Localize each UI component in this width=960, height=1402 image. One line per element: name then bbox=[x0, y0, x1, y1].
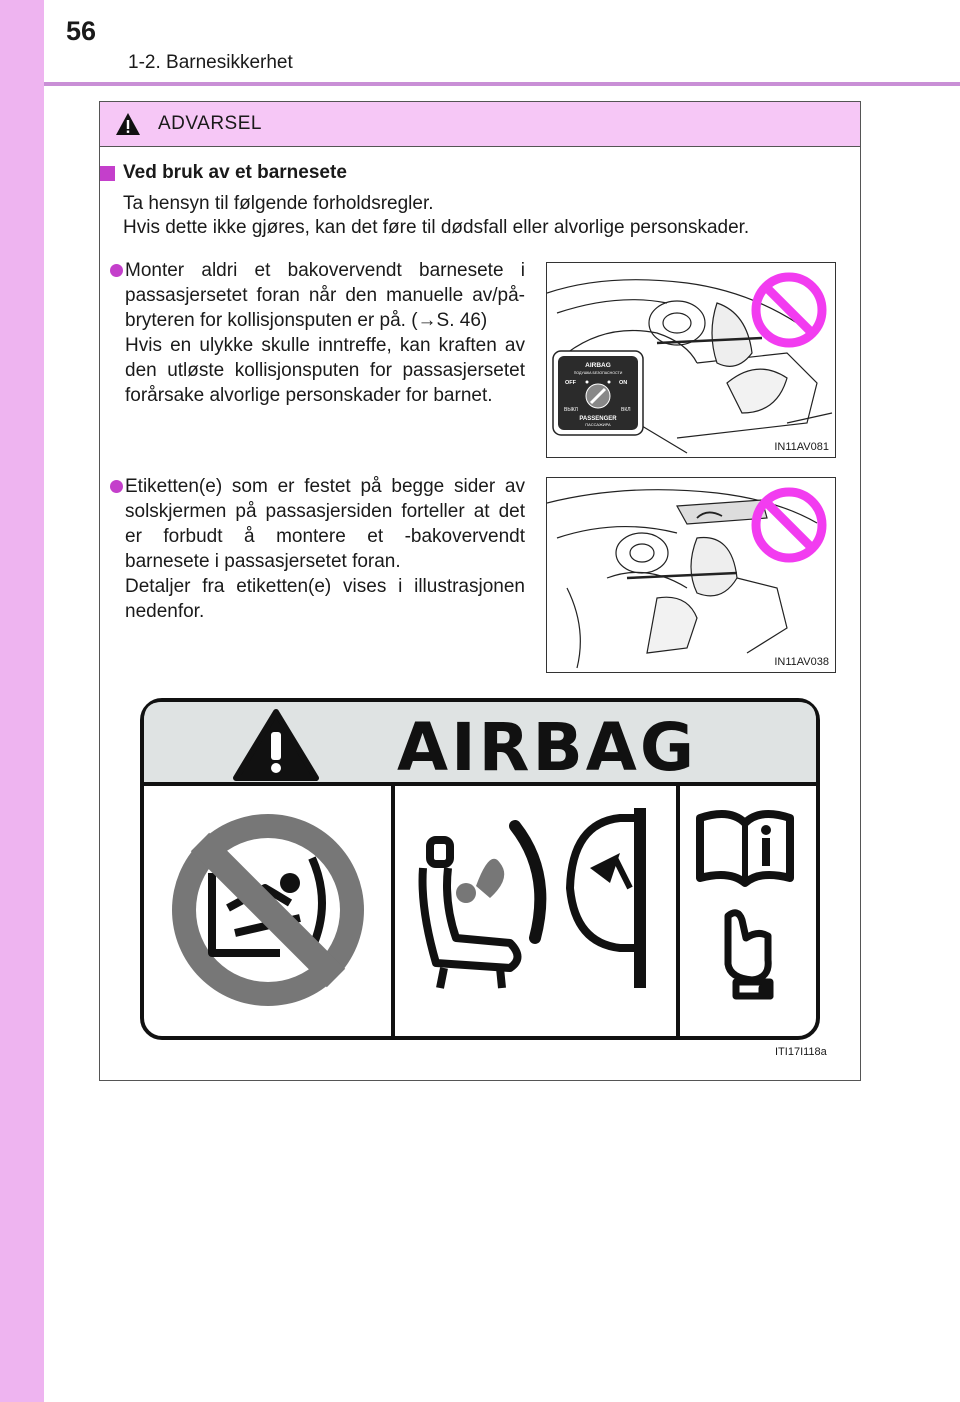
bullet-item bbox=[125, 258, 525, 408]
car-interior-visor-illustration bbox=[547, 478, 835, 672]
prohibition-sign-icon bbox=[756, 492, 822, 558]
switch-ru-title: ПОДУШКА БЕЗОПАСНОСТИ bbox=[573, 371, 623, 375]
airbag-label-illustration bbox=[140, 698, 820, 1040]
airbag-label-title: AIRBAG bbox=[396, 709, 698, 786]
warning-title bbox=[100, 162, 347, 184]
section-title: 1-2. Barnesikkerhet bbox=[128, 52, 293, 73]
read-manual-icon bbox=[700, 814, 790, 883]
header-rule bbox=[44, 82, 960, 86]
bullet-text: Monter aldri et bakovervendt barnesete i passasjersetet foran når den manuelle av/på-bryteren for kollisjonsputen er på. (→S. 46) bbox=[125, 260, 525, 331]
bullet-item bbox=[125, 474, 525, 624]
page-number: 56 bbox=[66, 16, 97, 46]
car-interior-illustration bbox=[547, 263, 835, 457]
warning-label: ADVARSEL bbox=[158, 113, 262, 134]
airbag-switch-inset bbox=[553, 351, 643, 435]
bullet-text: Hvis en ulykke skulle inntreffe, kan kraften av den utløste kollisjonsputen for passasjersetet forårsake alvorlige personskader for barnet. bbox=[125, 335, 525, 406]
intro-line: Ta hensyn til følgende forholdsregler. bbox=[123, 193, 434, 214]
switch-title: AIRBAG bbox=[585, 362, 611, 369]
figure-code: ITI17I118a bbox=[775, 1046, 827, 1058]
figure-airbag-switch bbox=[546, 262, 836, 458]
figure-code: IN11AV081 bbox=[774, 441, 829, 453]
warning-title-text: Ved bruk av et barnesete bbox=[123, 162, 347, 183]
figure-code: IN11AV038 bbox=[774, 656, 829, 668]
switch-on-ru: ВКЛ bbox=[621, 407, 631, 413]
no-child-seat-icon bbox=[172, 814, 364, 1006]
switch-passenger-ru: ПАССАЖИРА bbox=[585, 422, 611, 427]
warning-intro bbox=[123, 192, 858, 240]
bullet-dot-icon bbox=[110, 480, 123, 493]
switch-off: OFF bbox=[565, 380, 576, 386]
bullet-text: Detaljer fra etiketten(e) vises i illustrasjonen nedenfor. bbox=[125, 576, 525, 622]
figure-sun-visor bbox=[546, 477, 836, 673]
warning-box bbox=[99, 101, 861, 1081]
bullet-text: Etiketten(e) som er festet på begge sider av solskjermen på passasjersiden forteller at det er forbudt å montere et -bakovervendt barnesete i passasjersetet foran. bbox=[125, 476, 525, 572]
warning-triangle-icon bbox=[115, 112, 141, 136]
warning-header bbox=[100, 102, 860, 147]
switch-off-ru: ВЫКЛ bbox=[564, 407, 578, 413]
switch-on: ON bbox=[619, 380, 628, 386]
prohibition-sign-icon bbox=[756, 277, 822, 343]
square-bullet-icon bbox=[100, 166, 115, 181]
bullet-dot-icon bbox=[110, 264, 123, 277]
intro-line: Hvis dette ikke gjøres, kan det føre til dødsfall eller alvorlige personskader. bbox=[123, 217, 750, 238]
side-strip bbox=[0, 0, 44, 1402]
switch-passenger: PASSENGER bbox=[579, 416, 617, 422]
